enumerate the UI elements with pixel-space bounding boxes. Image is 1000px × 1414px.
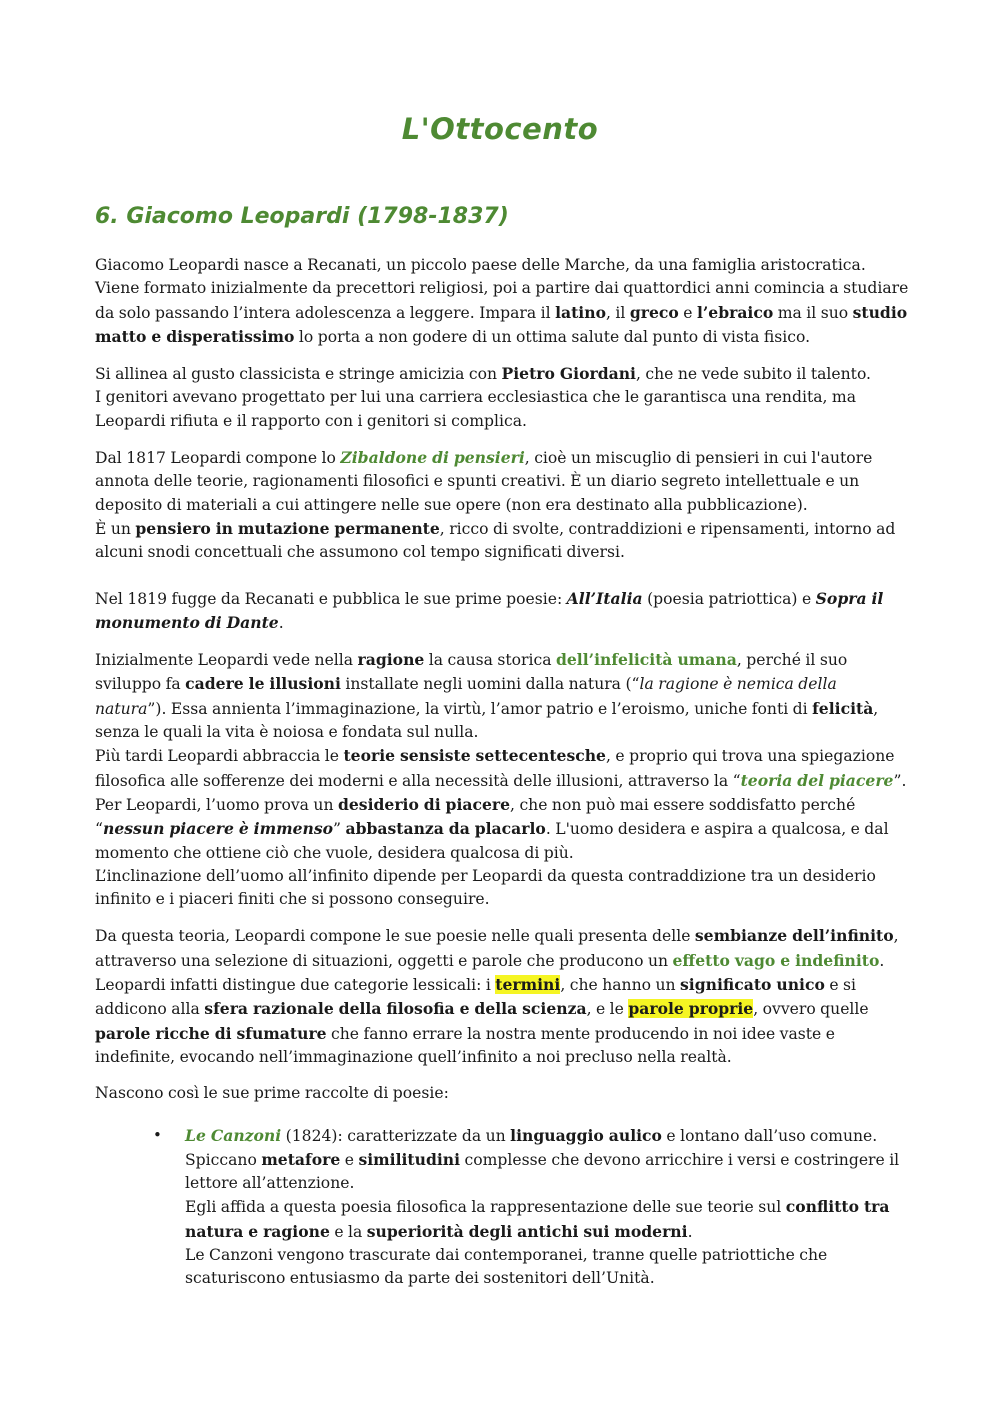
section-heading: 6. Giacomo Leopardi (1798-1837)	[95, 204, 509, 229]
highlight-termini: termini	[495, 975, 561, 995]
paragraph-collections-intro: Nascono così le sue prime raccolte di poesie:	[95, 1084, 449, 1103]
highlight-parole-proprie: parole proprie	[628, 999, 754, 1019]
document-body	[95, 254, 910, 1291]
list-item: • Le Canzoni (1824): caratterizzate da un linguaggio aulico e lontano dall’uso comune. Spiccano metafore e similitudini complesse che devono arricchire i versi e costringere il lettore all’attenzione. Egli affida a questa poesia filosofica la rappresentazione delle sue teorie sul conflitto tra natura e ragione e la superiorità degli antichi sui moderni. Le Canzoni vengono trascurate dai contemporanei, tranne quelle patriottiche che scaturiscono entusiasmo da parte dei sostenitori dell’Unità.	[153, 1125, 900, 1288]
page-title: L'Ottocento	[401, 112, 599, 146]
paragraph-giordani: Si allinea al gusto classicista e stringe amicizia con Pietro Giordani, che ne vede subito il talento. I genitori avevano progettato per lui una carriera ecclesiastica che le garantisca una rendita, ma Leopardi rifiuta e il rapporto con i genitori si complica.	[95, 364, 872, 430]
paragraph-biography: Giacomo Leopardi nasce a Recanati, un piccolo paese delle Marche, da una famiglia aristocratica. Viene formato inizialmente da precettori religiosi, poi a partire dai quattordici anni comincia a studiare da solo passando l’intera adolescenza a leggere. Impara il latino, il greco e l’ebraico ma il suo studio matto e disperatissimo lo porta a non godere di un ottima salute dal punto di vista fisico.	[95, 256, 909, 346]
paragraph-infinite: Da questa teoria, Leopardi compone le sue poesie nelle quali presenta delle sembianze dell’infinito, attraverso una selezione di situazioni, oggetti e parole che producono un effetto vago e indefinito. Leopardi infatti distingue due categorie lessicali: i termini, che hanno un significato unico e si addicono alla sfera razionale della filosofia e della scienza, e le parole proprie, ovvero quelle parole ricche di sfumature che fanno errare la nostra mente producendo in noi idee vaste e indefinite, evocando nell’immaginazione quell’infinito a noi precluso nella realtà.	[95, 926, 899, 1066]
paragraph-reason-pleasure: Inizialmente Leopardi vede nella ragione la causa storica dell’infelicità umana, perché il suo sviluppo fa cadere le illusioni installate negli uomini dalla natura (“la ragione è nemica della natura”). Essa annienta l’immaginazione, la virtù, l’amor patrio e l’eroismo, uniche fonti di felicità, senza le quali la vita è noiosa e fondata sul nulla. Più tardi Leopardi abbraccia le teorie sensiste settecentesche, e proprio qui trova una spiegazione filosofica alle sofferenze dei moderni e alla necessità delle illusioni, attraverso la “teoria del piacere”. Per Leopardi, l’uomo prova un desiderio di piacere, che non può mai essere soddisfatto perché “nessun piacere è immenso” abbastanza da placarlo. L'uomo desidera e aspira a qualcosa, e dal momento che ottiene ciò che vuole, desidera qualcosa di più. L’inclinazione dell’uomo all’infinito dipende per Leopardi da questa contraddizione tra un desiderio infinito e i piaceri finiti che si possono conseguire.	[95, 650, 907, 909]
collections-list	[95, 1124, 910, 1291]
paragraph-zibaldone: Dal 1817 Leopardi compone lo Zibaldone di pensieri, cioè un miscuglio di pensieri in cui l'autore annota delle teorie, ragionamenti filosofici e spunti creativi. È un diario segreto intellettuale e un deposito di materiali a cui attingere nelle sue opere (non era destinato alla pubblicazione). È un pensiero in mutazione permanente, ricco di svolte, contraddizioni e ripensamenti, intorno ad alcuni snodi concettuali che assumono col tempo significati diversi.	[95, 448, 896, 562]
bullet-icon: •	[153, 1125, 162, 1144]
paragraph-first-poems: Nel 1819 fugge da Recanati e pubblica le sue prime poesie: All’Italia (poesia patriottica) e Sopra il monumento di Dante.	[95, 588, 884, 632]
